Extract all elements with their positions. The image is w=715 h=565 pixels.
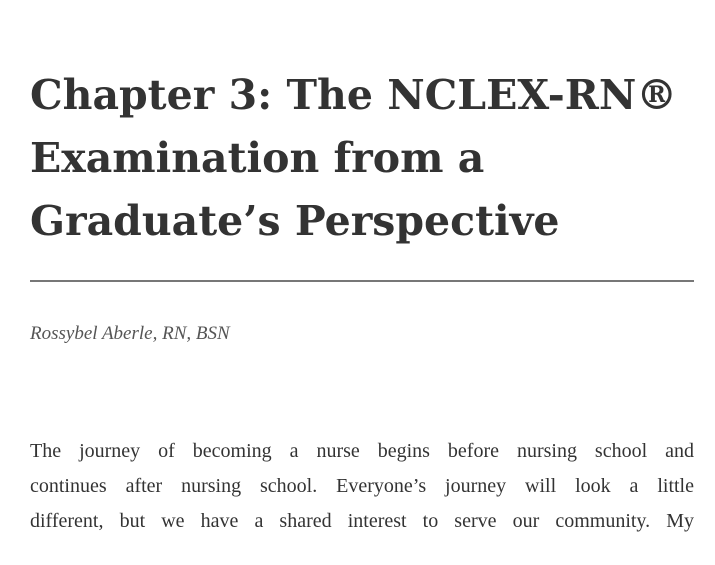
body-paragraph bbox=[30, 434, 694, 539]
chapter-title: Chapter 3: The NCLEX-RN® Examination from a Graduate’s Perspective bbox=[30, 71, 678, 245]
paragraph-line: continues after nursing school. Everyone’s journey will look a little bbox=[30, 475, 694, 497]
author-byline: Rossybel Aberle, RN, BSN bbox=[30, 323, 230, 344]
paragraph-line: The journey of becoming a nurse begins before nursing school and bbox=[30, 440, 694, 462]
title-divider bbox=[30, 280, 694, 282]
document-page bbox=[30, 0, 694, 565]
paragraph-line: different, but we have a shared interest to serve our community. My bbox=[30, 510, 694, 532]
